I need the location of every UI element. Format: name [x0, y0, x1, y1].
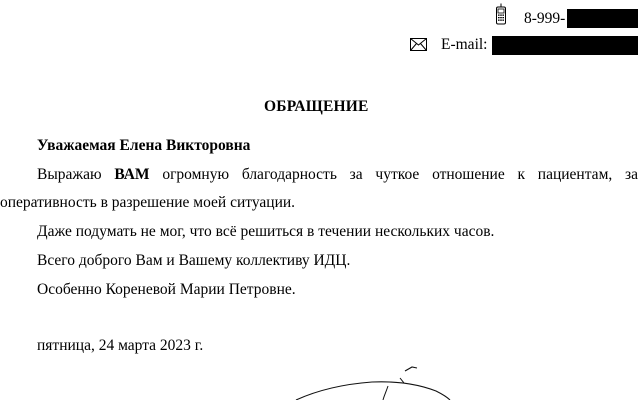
mobile-phone-icon	[495, 3, 507, 25]
email-label: E-mail:	[441, 36, 488, 53]
email-redaction	[492, 36, 638, 55]
paragraph-wishes: Всего доброго Вам и Вашему коллективу ИДЦ.	[37, 252, 351, 269]
paragraph-gratitude-rest: огромную благодарность за чуткое отношение к пациентам, за	[162, 166, 639, 183]
letter-date: пятница, 24 марта 2023 г.	[37, 337, 204, 354]
paragraph-gratitude-continuation: оперативность в разрешение моей ситуации.	[0, 194, 296, 211]
phone-prefix: 8-999-	[524, 10, 566, 27]
paragraph-gratitude-start: Выражаю	[37, 166, 102, 183]
paragraph-gratitude-emphasis: ВАМ	[114, 166, 150, 183]
letter-greeting: Уважаемая Елена Викторовна	[37, 137, 251, 154]
paragraph-gratitude	[37, 166, 638, 184]
phone-redaction	[567, 9, 638, 28]
paragraph-special-thanks: Особенно Кореневой Марии Петровне.	[37, 281, 296, 298]
letter-heading: ОБРАЩЕНИЕ	[264, 98, 369, 115]
paragraph-surprise: Даже подумать не мог, что всё решиться в течении нескольких часов.	[37, 223, 495, 240]
envelope-icon	[410, 38, 427, 51]
